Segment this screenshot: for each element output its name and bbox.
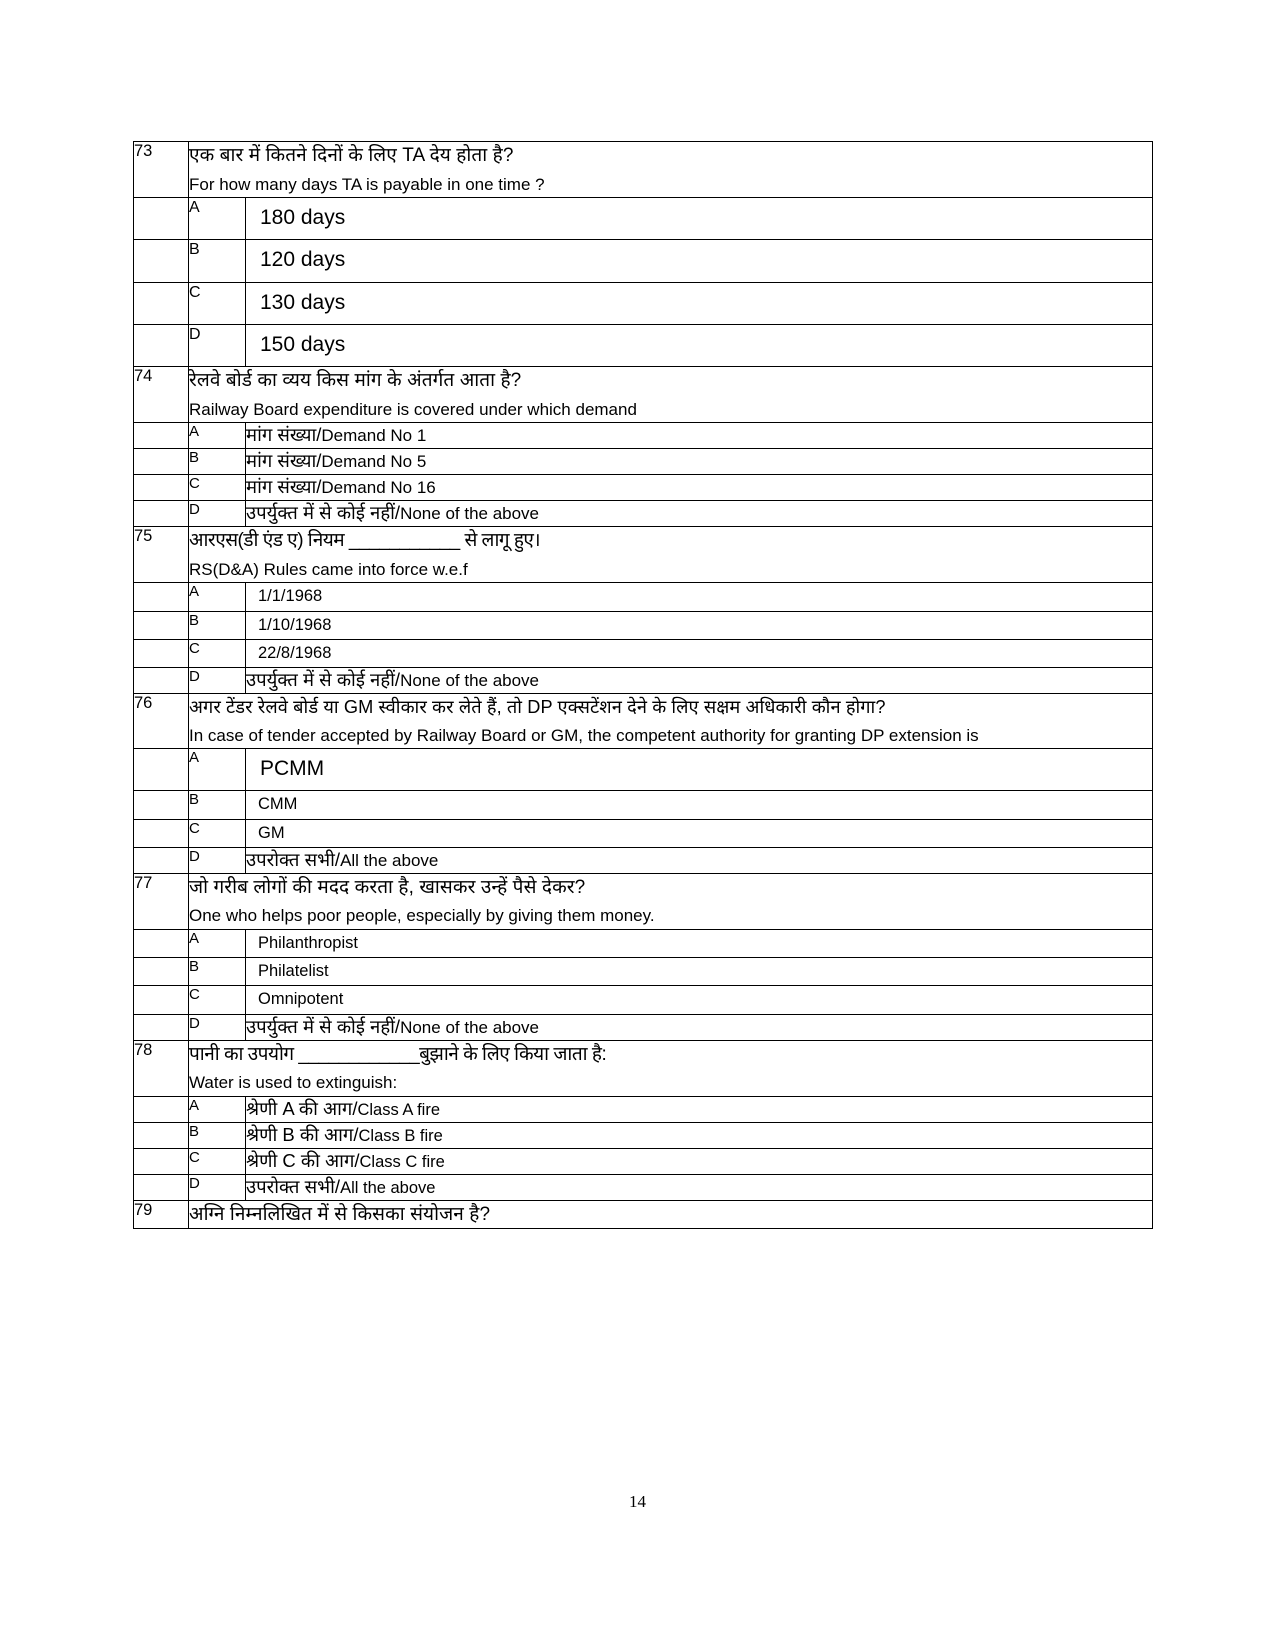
option-text[interactable]	[246, 1122, 1153, 1148]
question-hindi: अगर टेंडर रेलवे बोर्ड या GM स्वीकार कर लेते हैं, तो DP एक्सटेंशन देने के लिए सक्षम अधिकारी कौन होगा?	[189, 697, 886, 718]
option-text[interactable]: 180 days	[246, 198, 1153, 240]
question-english: Water is used to extinguish:	[189, 1073, 398, 1093]
option-row[interactable]	[134, 819, 1153, 847]
option-text-hindi: उपर्युक्त में से कोई नहीं/	[246, 669, 401, 691]
option-text-hindi: श्रेणी A की आग/	[246, 1097, 358, 1119]
question-hindi: जो गरीब लोगों की मदद करता है, खासकर उन्हें पैसे देकर?	[189, 876, 586, 898]
spacer-cell	[134, 847, 189, 873]
question-number: 74	[134, 367, 189, 423]
spacer-cell	[134, 1122, 189, 1148]
option-text[interactable]: Philatelist	[246, 958, 1153, 986]
option-text-english: Demand No 1	[321, 426, 427, 446]
option-text-hindi: उपर्युक्त में से कोई नहीं/	[246, 1015, 401, 1037]
option-text-english: None of the above	[400, 671, 540, 691]
spacer-cell	[134, 325, 189, 367]
question-hindi: रेलवे बोर्ड का व्यय किस मांग के अंतर्गत आता है?	[189, 370, 522, 392]
option-text[interactable]	[246, 1174, 1153, 1200]
option-row[interactable]	[134, 958, 1153, 986]
option-row[interactable]	[134, 475, 1153, 501]
spacer-cell	[134, 1014, 189, 1040]
spacer-cell	[134, 423, 189, 449]
page-number: 14	[629, 1492, 646, 1511]
option-row[interactable]	[134, 449, 1153, 475]
spacer-cell	[134, 958, 189, 986]
option-text[interactable]: Philanthropist	[246, 929, 1153, 957]
option-text[interactable]	[246, 1148, 1153, 1174]
spacer-cell	[134, 240, 189, 282]
option-letter: C	[189, 986, 246, 1014]
option-letter: D	[189, 1014, 246, 1040]
option-text[interactable]	[246, 668, 1153, 694]
question-text-cell	[189, 367, 1153, 423]
option-row[interactable]	[134, 325, 1153, 367]
option-letter: B	[189, 611, 246, 639]
question-text-cell	[189, 527, 1153, 583]
option-text-hindi: उपर्युक्त में से कोई नहीं/	[246, 502, 401, 524]
option-text-english: None of the above	[400, 504, 540, 524]
question-hindi: एक बार में कितने दिनों के लिए TA देय होता है?	[189, 145, 514, 166]
question-row	[134, 527, 1153, 583]
spacer-cell	[134, 198, 189, 240]
option-row[interactable]	[134, 423, 1153, 449]
question-number: 79	[134, 1200, 189, 1229]
spacer-cell	[134, 929, 189, 957]
spacer-cell	[134, 1096, 189, 1122]
option-text[interactable]	[246, 1014, 1153, 1040]
spacer-cell	[134, 475, 189, 501]
spacer-cell	[134, 668, 189, 694]
spacer-cell	[134, 1174, 189, 1200]
option-text-english: All the above	[340, 850, 439, 870]
question-text-cell	[189, 873, 1153, 929]
spacer-cell	[134, 583, 189, 611]
option-text[interactable]: PCMM	[246, 749, 1153, 791]
option-letter: D	[189, 847, 246, 873]
spacer-cell	[134, 639, 189, 667]
option-text[interactable]: 1/1/1968	[246, 583, 1153, 611]
option-letter: A	[189, 198, 246, 240]
option-row[interactable]	[134, 668, 1153, 694]
question-row	[134, 873, 1153, 929]
option-letter: A	[189, 749, 246, 791]
option-text[interactable]: 22/8/1968	[246, 639, 1153, 667]
option-letter: D	[189, 1174, 246, 1200]
spacer-cell	[134, 819, 189, 847]
spacer-cell	[134, 749, 189, 791]
option-row[interactable]	[134, 1096, 1153, 1122]
option-text-english: Demand No 5	[321, 452, 427, 472]
option-text-hindi: मांग संख्या/	[246, 476, 322, 498]
option-row[interactable]	[134, 1014, 1153, 1040]
option-letter: C	[189, 819, 246, 847]
option-letter: B	[189, 1122, 246, 1148]
option-text-english: Class A fire	[357, 1100, 441, 1119]
option-text[interactable]	[246, 1096, 1153, 1122]
option-letter: A	[189, 929, 246, 957]
option-letter: B	[189, 240, 246, 282]
option-text[interactable]: 120 days	[246, 240, 1153, 282]
option-text-english: None of the above	[400, 1017, 540, 1037]
question-row	[134, 142, 1153, 198]
option-text-english: Class B fire	[358, 1126, 443, 1145]
question-row	[134, 694, 1153, 749]
question-text-cell	[189, 694, 1153, 749]
question-hindi: अग्नि निम्नलिखित में से किसका संयोजन है?	[189, 1203, 491, 1225]
option-letter: C	[189, 475, 246, 501]
option-text[interactable]	[246, 475, 1153, 501]
option-text[interactable]: 150 days	[246, 325, 1153, 367]
option-letter: D	[189, 501, 246, 527]
spacer-cell	[134, 1148, 189, 1174]
option-row[interactable]	[134, 929, 1153, 957]
option-letter: C	[189, 282, 246, 324]
option-row[interactable]	[134, 501, 1153, 527]
question-english: Railway Board expenditure is covered under which demand	[189, 399, 637, 419]
spacer-cell	[134, 449, 189, 475]
option-row[interactable]	[134, 240, 1153, 282]
option-text-english: Demand No 16	[321, 478, 436, 498]
question-table	[133, 141, 1153, 1229]
spacer-cell	[134, 282, 189, 324]
option-text[interactable]	[246, 847, 1153, 873]
option-row[interactable]	[134, 611, 1153, 639]
question-number: 76	[134, 694, 189, 749]
option-text-hindi: उपरोक्त सभी/	[246, 1175, 341, 1197]
option-letter: B	[189, 958, 246, 986]
option-text[interactable]: Omnipotent	[246, 986, 1153, 1014]
option-text-hindi: श्रेणी C की आग/	[246, 1149, 360, 1171]
option-row[interactable]	[134, 1122, 1153, 1148]
option-row[interactable]	[134, 791, 1153, 819]
option-text[interactable]	[246, 423, 1153, 449]
question-row	[134, 367, 1153, 423]
option-row[interactable]	[134, 639, 1153, 667]
option-row[interactable]	[134, 986, 1153, 1014]
question-row	[134, 1200, 1153, 1229]
question-text-cell	[189, 142, 1153, 198]
spacer-cell	[134, 501, 189, 527]
spacer-cell	[134, 611, 189, 639]
option-letter: C	[189, 1148, 246, 1174]
option-row[interactable]	[134, 847, 1153, 873]
option-letter: A	[189, 1096, 246, 1122]
question-number: 78	[134, 1040, 189, 1096]
question-english: For how many days TA is payable in one time ?	[189, 174, 545, 194]
option-row[interactable]	[134, 282, 1153, 324]
option-text-hindi: श्रेणी B की आग/	[246, 1123, 359, 1145]
spacer-cell	[134, 986, 189, 1014]
option-letter: B	[189, 449, 246, 475]
option-text[interactable]	[246, 501, 1153, 527]
option-row[interactable]	[134, 1148, 1153, 1174]
question-english: One who helps poor people, especially by giving them money.	[189, 906, 655, 926]
question-english: In case of tender accepted by Railway Board or GM, the competent authority for granting DP extension is	[189, 725, 979, 745]
question-number: 77	[134, 873, 189, 929]
option-row[interactable]	[134, 1174, 1153, 1200]
option-text-hindi: उपरोक्त सभी/	[246, 848, 341, 870]
option-letter: A	[189, 423, 246, 449]
option-row[interactable]	[134, 749, 1153, 791]
question-english: RS(D&A) Rules came into force w.e.f	[189, 559, 468, 579]
option-text[interactable]: 130 days	[246, 282, 1153, 324]
question-hindi: आरएस(डी एंड ए) नियम ___________ से लागू हुए।	[189, 530, 541, 552]
option-text-hindi: मांग संख्या/	[246, 424, 322, 446]
option-letter: A	[189, 583, 246, 611]
question-number: 75	[134, 527, 189, 583]
option-row[interactable]	[134, 583, 1153, 611]
spacer-cell	[134, 791, 189, 819]
question-number: 73	[134, 142, 189, 198]
option-letter: D	[189, 325, 246, 367]
question-text-cell	[189, 1200, 1153, 1229]
option-text[interactable]: CMM	[246, 791, 1153, 819]
option-letter: D	[189, 668, 246, 694]
option-text-hindi: मांग संख्या/	[246, 450, 322, 472]
question-text-cell	[189, 1040, 1153, 1096]
option-text-english: All the above	[340, 1178, 436, 1197]
option-letter: B	[189, 791, 246, 819]
option-letter: C	[189, 639, 246, 667]
option-text[interactable]	[246, 449, 1153, 475]
question-hindi: पानी का उपयोग ____________बुझाने के लिए किया जाता है:	[189, 1043, 607, 1065]
option-row[interactable]	[134, 198, 1153, 240]
option-text[interactable]: 1/10/1968	[246, 611, 1153, 639]
option-text[interactable]: GM	[246, 819, 1153, 847]
question-row	[134, 1040, 1153, 1096]
option-text-english: Class C fire	[359, 1152, 445, 1171]
